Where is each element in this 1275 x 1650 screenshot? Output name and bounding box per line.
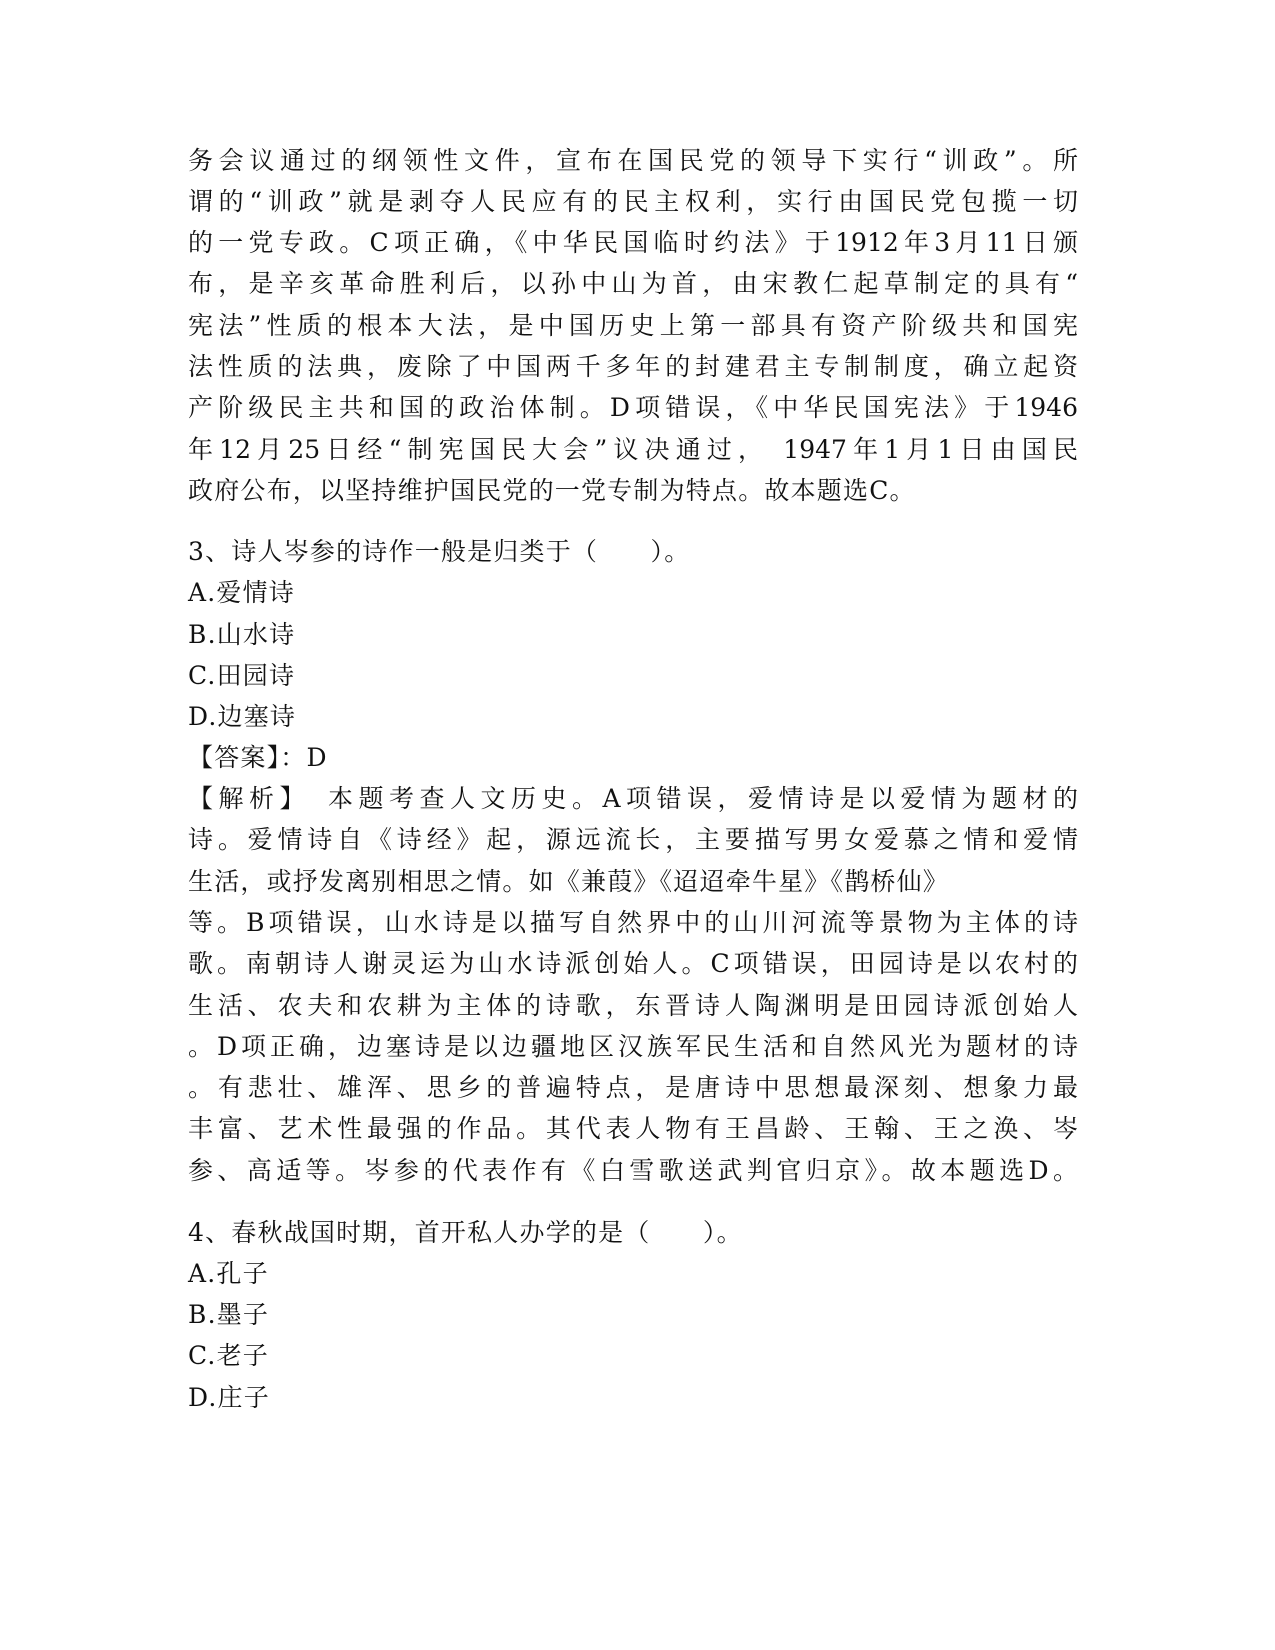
analysis-line: 等。B项错误，山水诗是以描写自然界中的山川河流等景物为主体的诗 bbox=[188, 908, 1078, 937]
text-line: 布，是辛亥革命胜利后，以孙中山为首，由宋教仁起草制定的具有“ bbox=[188, 269, 1078, 298]
question-stem: 3、诗人岑参的诗作一般是归类于（ ）。 bbox=[188, 537, 691, 566]
analysis-line: 诗。爱情诗自《诗经》起，源远流长，主要描写男女爱慕之情和爱情 bbox=[188, 825, 1078, 854]
option-a: A.孔子 bbox=[188, 1259, 269, 1288]
analysis-line: 歌。南朝诗人谢灵运为山水诗派创始人。C项错误，田园诗是以农村的 bbox=[188, 949, 1078, 978]
text-line: 法性质的法典，废除了中国两千多年的封建君主专制制度，确立起资 bbox=[188, 352, 1078, 381]
option-a: A.爱情诗 bbox=[188, 578, 296, 607]
text-line: 务会议通过的纲领性文件，宣布在国民党的领导下实行“训政”。所 bbox=[188, 146, 1078, 175]
text-line: 的一党专政。C项正确，《中华民国临时约法》于1912年3月11日颁 bbox=[188, 228, 1078, 257]
analysis-line: 。D项正确，边塞诗是以边疆地区汉族军民生活和自然风光为题材的诗 bbox=[188, 1032, 1078, 1061]
option-c: C.老子 bbox=[188, 1341, 269, 1370]
analysis-line: 生活，或抒发离别相思之情。如《兼葭》《迢迢牵牛星》《鹊桥仙》 bbox=[188, 867, 950, 896]
option-b: B.山水诗 bbox=[188, 620, 296, 649]
text-line: 政府公布，以坚持维护国民党的一党专制为特点。故本题选C。 bbox=[188, 476, 916, 505]
text-line: 宪法”性质的根本大法，是中国历史上第一部具有资产阶级共和国宪 bbox=[188, 311, 1078, 340]
analysis-line: 丰富、艺术性最强的作品。其代表人物有王昌龄、王翰、王之涣、岑 bbox=[188, 1114, 1078, 1143]
option-d: D.边塞诗 bbox=[188, 702, 297, 731]
text-line: 产阶级民主共和国的政治体制。D项错误，《中华民国宪法》于1946 bbox=[188, 393, 1078, 422]
analysis-line: 生活、农夫和农耕为主体的诗歌，东晋诗人陶渊明是田园诗派创始人 bbox=[188, 991, 1078, 1020]
answer-line: 【答案】：D bbox=[188, 743, 328, 772]
text-line: 年12月25日经“制宪国民大会”议决通过， 1947年1月1日由国民 bbox=[188, 435, 1078, 464]
option-c: C.田园诗 bbox=[188, 661, 296, 690]
question-stem: 4、春秋战国时期，首开私人办学的是（ ）。 bbox=[188, 1218, 743, 1247]
option-b: B.墨子 bbox=[188, 1300, 270, 1329]
analysis-line: 【解析】 本题考查人文历史。A项错误，爱情诗是以爱情为题材的 bbox=[188, 784, 1078, 813]
analysis-line: 参、高适等。岑参的代表作有《白雪歌送武判官归京》。故本题选D。 bbox=[188, 1156, 1078, 1185]
analysis-line: 。有悲壮、雄浑、思乡的普遍特点，是唐诗中思想最深刻、想象力最 bbox=[188, 1073, 1078, 1102]
text-line: 谓的“训政”就是剥夺人民应有的民主权利，实行由国民党包揽一切 bbox=[188, 187, 1078, 216]
option-d: D.庄子 bbox=[188, 1383, 270, 1412]
